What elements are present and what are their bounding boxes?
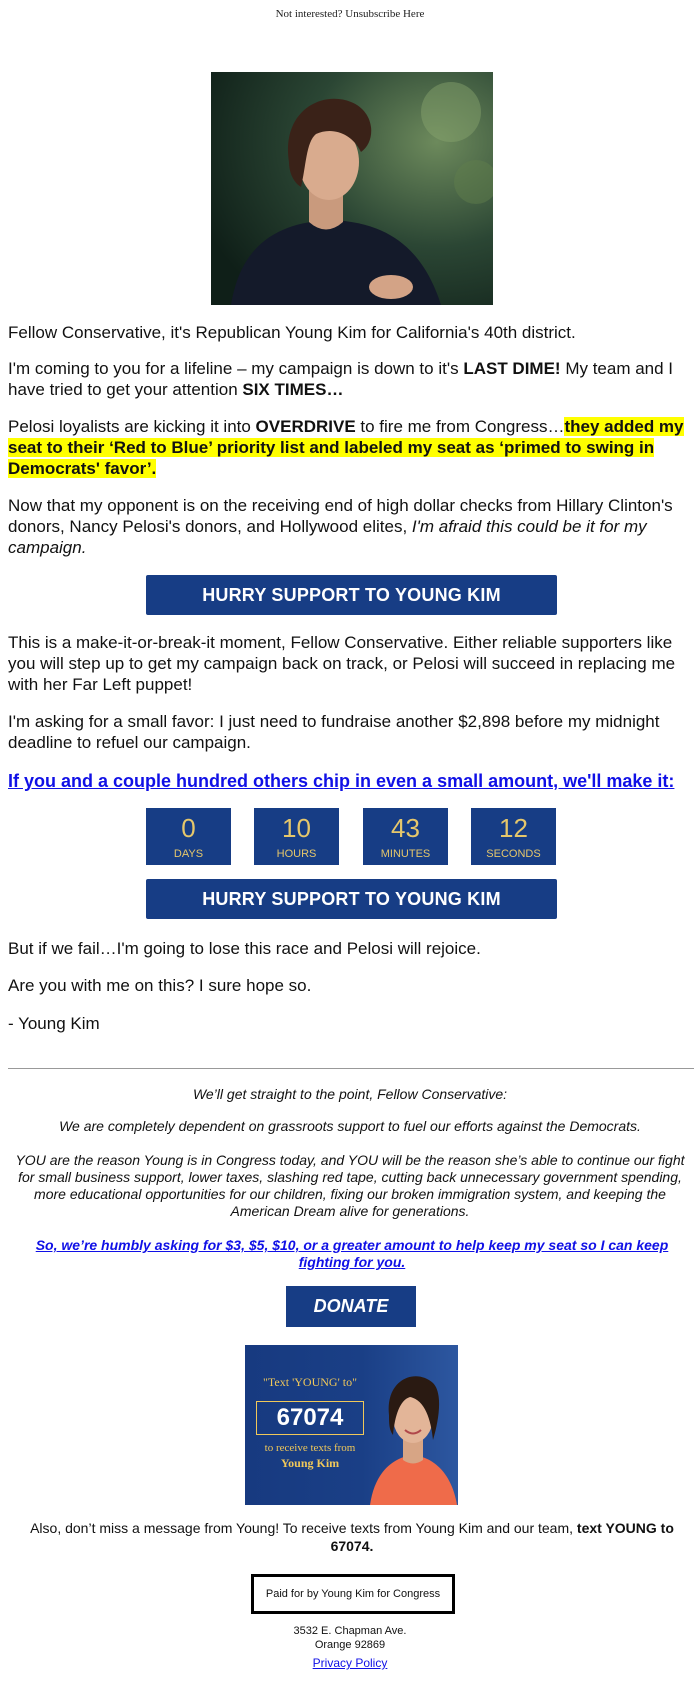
favor-paragraph: I'm asking for a small favor: I just need to fundraise another $2,898 before my midnight deadline to refuel our campaign. (8, 712, 660, 752)
paid-for-box (251, 1574, 455, 1614)
countdown-minutes-label: MINUTES (380, 848, 431, 860)
also-text (10, 1519, 694, 1555)
footer-dependent: We are completely dependent on grassroots support to fuel our efforts against the Democrats. (59, 1118, 641, 1134)
signature: - Young Kim (8, 1014, 100, 1033)
overdrive-text: OVERDRIVE (255, 417, 356, 436)
highlighted-text: they added my seat to their ‘Red to Blue’ priority list and labeled my seat as ‘primed to swing in Democrats' favor’. (8, 417, 684, 478)
countdown-hours-value: 10 (282, 813, 311, 843)
footer-divider (8, 1068, 694, 1069)
countdown-minutes-value: 43 (391, 813, 420, 843)
six-times-text: SIX TIMES… (242, 380, 344, 399)
paid-for-text: Paid for by Young Kim for Congress (265, 1588, 441, 1600)
donate-button[interactable]: DONATE (286, 1286, 416, 1327)
chip-in-link[interactable]: If you and a couple hundred others chip in even a small amount, we'll make it: (8, 771, 675, 791)
pelosi-paragraph (8, 416, 692, 479)
countdown-minutes (363, 808, 448, 865)
address-line-2: Orange 92869 (314, 1639, 386, 1651)
banner-portrait (365, 1345, 458, 1505)
lifeline-text-a: I'm coming to you for a lifeline – my campaign is down to it's (8, 359, 464, 378)
countdown-seconds-label: SECONDS (486, 848, 541, 860)
moment-paragraph: This is a make-it-or-break-it moment, Fellow Conservative. Either reliable supporters like you will step up to get my campaign back on track, or Pelosi will succeed in replacing me with her Far Left puppet! (8, 633, 676, 694)
countdown-seconds-value: 12 (499, 813, 528, 843)
lifeline-text-c: My team and I have tried to get your attention (8, 359, 674, 399)
with-me-paragraph: Are you with me on this? I sure hope so. (8, 976, 312, 995)
banner-line2: to receive texts from (264, 1442, 356, 1454)
also-text-b: text YOUNG to 67074. (330, 1520, 674, 1554)
intro-paragraph: Fellow Conservative, it's Republican Young Kim for California's 40th district. (8, 323, 576, 342)
footer-reason: YOU are the reason Young is in Congress today, and YOU will be the reason she’s able to continue our fight for small business support, lower taxes, slashing red tape, cutting back unnecessary government spending, more educational opportunities for our children, fixing our broken immigration system, and keeping the American Dream alive for generations. (15, 1152, 685, 1219)
candidate-photo-art (211, 72, 493, 305)
address-line-1: 3532 E. Chapman Ave. (293, 1625, 407, 1637)
countdown-seconds (471, 808, 556, 865)
support-button-top[interactable]: HURRY SUPPORT TO YOUNG KIM (146, 575, 557, 615)
afraid-text: I'm afraid this could be it for my campaign. (8, 517, 647, 557)
countdown-hours-label: HOURS (276, 848, 317, 860)
pelosi-text-c: to fire me from Congress… (355, 417, 565, 436)
pelosi-text-a: Pelosi loyalists are kicking it into (8, 417, 256, 436)
banner-line1: "Text 'YOUNG' to" (263, 1375, 357, 1389)
footer-intro: We’ll get straight to the point, Fellow Conservative: (192, 1086, 508, 1102)
ask-link[interactable]: So, we’re humbly asking for $3, $5, $10, or a greater amount to help keep my seat so I can keep fighting for you. (35, 1237, 669, 1270)
opponent-text-a: Now that my opponent is on the receiving end of high dollar checks from Hillary Clinton's donors, Nancy Pelosi's donors, and Hollywood elites, (8, 496, 673, 536)
privacy-policy-link[interactable]: Privacy Policy (312, 1656, 388, 1670)
unsubscribe-link[interactable]: Not interested? Unsubscribe Here (275, 8, 425, 20)
banner-line3: Young Kim (280, 1456, 340, 1470)
also-text-a: Also, don’t miss a message from Young! To receive texts from Young Kim and our team, (30, 1520, 577, 1536)
lifeline-paragraph (8, 358, 692, 400)
countdown-days (146, 808, 231, 865)
text-young-banner[interactable] (245, 1345, 458, 1505)
countdown-days-value: 0 (181, 813, 196, 843)
candidate-photo (211, 72, 493, 305)
countdown-days-label: DAYS (173, 848, 204, 860)
fail-paragraph: But if we fail…I'm going to lose this race and Pelosi will rejoice. (8, 939, 481, 958)
support-button-bottom[interactable]: HURRY SUPPORT TO YOUNG KIM (146, 879, 557, 919)
banner-number: 67074 (256, 1401, 364, 1435)
opponent-paragraph (8, 495, 692, 558)
countdown-hours (254, 808, 339, 865)
last-dime-text: LAST DIME! (463, 359, 561, 378)
